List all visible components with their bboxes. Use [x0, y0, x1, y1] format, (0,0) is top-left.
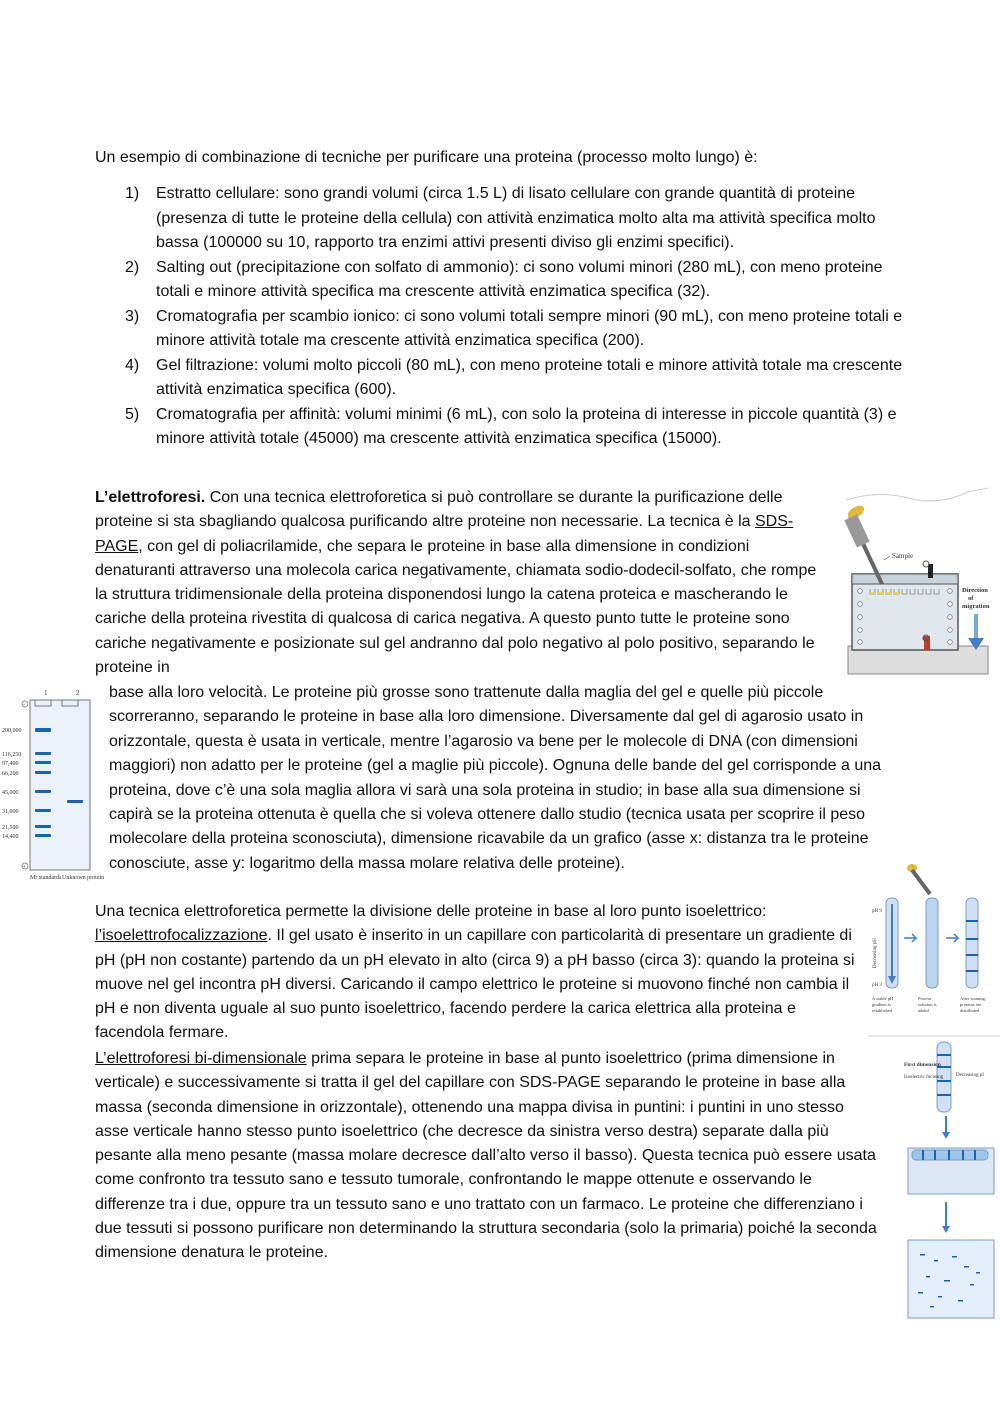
marker-label: 116,250 — [2, 752, 22, 758]
paragraph-text: Una tecnica elettroforetica permette la divisione delle proteine in base al loro punto isoelettrico: — [95, 903, 767, 920]
marker-label: 31,000 — [2, 809, 19, 815]
paragraph-text: , con gel di poliacrilamide, che separa le proteine in base alla dimensione in condizioni denaturanti attraverso una molecola carica negativamente, chiamata sodio-dodecil-solfato, che rompe la struttura tridimensionale della proteina disponendosi lungo la catena proteica e mascherando le cariche della proteina rivestita di qualcosa di carica negativa. A questo punto tutte le proteine sono cariche negativamente e posizionate sul gel andranno dal polo negativo al polo positivo, separando le proteine in — [95, 537, 817, 677]
list-text: Cromatografia per affinità: volumi minimi (6 mL), con solo la proteina di interesse in piccole quantità (3) e minore attività totale (45000) ma crescente attività enzimatica specifica (15000). — [156, 405, 897, 447]
isoelectric-focusing-figure — [868, 858, 1000, 1038]
decreasing-pi-label: Decreasing pI — [956, 1073, 984, 1078]
unknown-protein-band — [67, 800, 83, 803]
list-item — [125, 305, 915, 354]
marker-label: 66,200 — [2, 771, 19, 777]
svg-text:distributed: distributed — [960, 1008, 980, 1013]
marker-label: 200,000 — [2, 728, 22, 734]
bidimensional-paragraph — [95, 1047, 880, 1266]
arrow-down-icon — [942, 1226, 950, 1233]
two-dimensional-electrophoresis-figure — [900, 1040, 1000, 1322]
list-text: Cromatografia per scambio ionico: ci sono volumi totali sempre minori (90 mL), con meno proteine totali e minore attività totale ma crescente attività enzimatica specifica (200). — [156, 307, 903, 349]
paragraph-text: prima separa le proteine in base al punto isoelettrico (prima dimensione in verticale) e successivamente si tratta il gel del capillare con SDS-PAGE separando le proteine in base alla massa (seconda dimensione in orizzontale), ottenendo una mappa divisa in puntini: i puntini in uno stesso asse verticale hanno stesso punto isoelettrico (che decresce da sinistra verso destra) separate dalla più pesante alla meno pesante (massa molare decresce dall’alto verso il basso). Questa tecnica può essere usata come confronto tra tessuto sano e tessuto tumorale, confrontando le mappe ottenute e osservando le differenze tra i due, oppure tra un tessuto sano e uno trattato con un farmaco. Le proteine che differenziano i due tessuti si possono purificare non determinando la struttura secondaria (solo la primaria) poiché la seconda dimensione denatura le proteine. — [95, 1050, 877, 1262]
sds-page-apparatus-figure — [838, 486, 998, 680]
sds-page-gel-figure — [0, 686, 105, 891]
ph-bottom-label: pH 3 — [872, 983, 882, 988]
direction-label-3: migration — [962, 603, 990, 610]
gel-band — [35, 752, 51, 755]
gel-band — [35, 825, 51, 828]
gel-band — [35, 809, 51, 812]
sample-label: Sample — [892, 552, 913, 560]
list-number: 1) — [125, 185, 140, 202]
direction-label-2: of — [968, 595, 974, 602]
svg-text:added: added — [918, 1008, 929, 1013]
gel-band — [35, 790, 51, 793]
bidimensional-link[interactable]: L’elettroforesi bi-dimensionale — [95, 1050, 307, 1067]
isoelectrofocusing-link[interactable]: l’isoelettrofocalizzazione — [95, 927, 268, 945]
electrophoresis-paragraph — [95, 486, 827, 680]
unknown-protein-label: Unknown protein — [62, 875, 105, 881]
gel-band — [35, 728, 51, 732]
isoelectrofocusing-paragraph — [95, 900, 859, 1046]
svg-text:+: + — [922, 637, 926, 643]
list-text: Gel filtrazione: volumi molto piccoli (80 mL), con meno proteine totali e minore attività totale ma crescente attività enzimatica specifica (600). — [156, 356, 903, 398]
first-dimension-label: First dimension — [904, 1062, 941, 1068]
electrophoresis-heading: L’elettroforesi. — [95, 489, 206, 506]
svg-text:gradient is: gradient is — [872, 1002, 891, 1007]
list-item — [125, 256, 915, 305]
ph-top-label: pH 9 — [872, 909, 882, 914]
gel-band — [35, 761, 51, 764]
direction-label-1: Direction — [962, 587, 988, 594]
sds-page-link[interactable]: SDS-PAGE — [95, 513, 794, 555]
list-number: 2) — [125, 258, 140, 276]
lane-label-2: 2 — [76, 689, 80, 697]
intro-text: Un esempio di combinazione di tecniche per purificare una proteina (processo molto lungo) è: — [95, 149, 758, 166]
isoelectric-focusing-label: Isoelectric focusing — [904, 1075, 944, 1080]
electrophoresis-paragraph-continued: base alla loro velocità. Le proteine più grosse sono trattenute dalla maglia del gel e quelle più piccole scorreranno, separando le proteine in base alla loro dimensione. Diversamente dal gel di agarosio usato in orizzontale, questa è usata in verticale, mentre l’agarosio va bene per le molecole di DNA (con dimensioni maggiori) non adatto per le proteine (gel a maglie più piccole). Ognuna delle bande del gel corrisponde a una proteina, dove c’è una sola maglia allora vi sarà una sola proteina in studio; in base alla sua dimensione si capirà se la proteina ottenuta è quella che si voleva ottenere dallo studio (tecnica usata per scoprire il peso molecolare della proteina sconosciuta), dimensione ricavabile da un grafico (asse x: distanza tra le proteine conosciute, asse y: logaritmo della massa molare relativa delle proteine). — [109, 684, 882, 872]
decreasing-ph-axis-label: Decreasing pH — [873, 938, 878, 968]
gel-band — [35, 834, 51, 837]
list-item — [125, 403, 915, 452]
marker-label: 45,000 — [2, 790, 19, 796]
svg-text:A stable pH: A stable pH — [872, 996, 894, 1001]
list-item — [125, 182, 915, 256]
purification-steps-list — [125, 182, 915, 452]
svg-text:solution is: solution is — [918, 1002, 937, 1007]
gel-band — [35, 771, 51, 774]
lane-label-1: 1 — [44, 689, 48, 697]
svg-text:After staining,: After staining, — [960, 996, 986, 1001]
list-number: 3) — [125, 307, 140, 325]
svg-text:Protein: Protein — [918, 996, 931, 1001]
svg-text:−: − — [922, 562, 926, 568]
paragraph-text: Con una tecnica elettroforetica si può controllare se durante la purificazione delle proteine si sta sbagliando qualcosa purificando altre proteine non necessarie. La tecnica è la — [95, 489, 783, 531]
list-text: Salting out (precipitazione con solfato di ammonio): ci sono volumi minori (280 mL), con meno proteine totali e minore attività specifica ma crescente attività enzimatica specifica (32). — [156, 258, 883, 300]
svg-text:established: established — [872, 1008, 892, 1013]
standards-label: Mr standards — [30, 875, 62, 881]
marker-label: 21,500 — [2, 825, 19, 831]
marker-label: 97,400 — [2, 761, 19, 767]
list-number: 5) — [125, 405, 140, 423]
arrow-down-icon — [942, 1132, 950, 1139]
paragraph-text: . Il gel usato è inserito in un capillare con particolarità di presentare un gradiente di pH (pH non costante) partendo da un pH elevato in alto (circa 9) a pH basso (circa 3): quando la proteina si muove nel gel incontra pH diversi. Caricando il campo elettrico le proteine si muovono finché non cambia il pH e non diventa uguale al suo punto isoelettrico, facendo perdere la carica elettrica alla proteina e facendola fermare. — [95, 927, 855, 1042]
svg-text:proteins are: proteins are — [960, 1002, 982, 1007]
list-number: 4) — [125, 356, 140, 374]
list-text: Estratto cellulare: sono grandi volumi (circa 1.5 L) di lisato cellulare con grande quantità di proteine (presenza di tutte le proteine della cellula) con attività enzimatica molto alta ma attività specifica molto bassa (100000 su 10, rapporto tra enzimi attivi presenti diviso gli enzimi specifici). — [156, 185, 876, 251]
svg-text:+: + — [22, 864, 26, 871]
svg-text:−: − — [22, 702, 26, 709]
list-item — [125, 354, 915, 403]
marker-label: 14,400 — [2, 834, 19, 840]
